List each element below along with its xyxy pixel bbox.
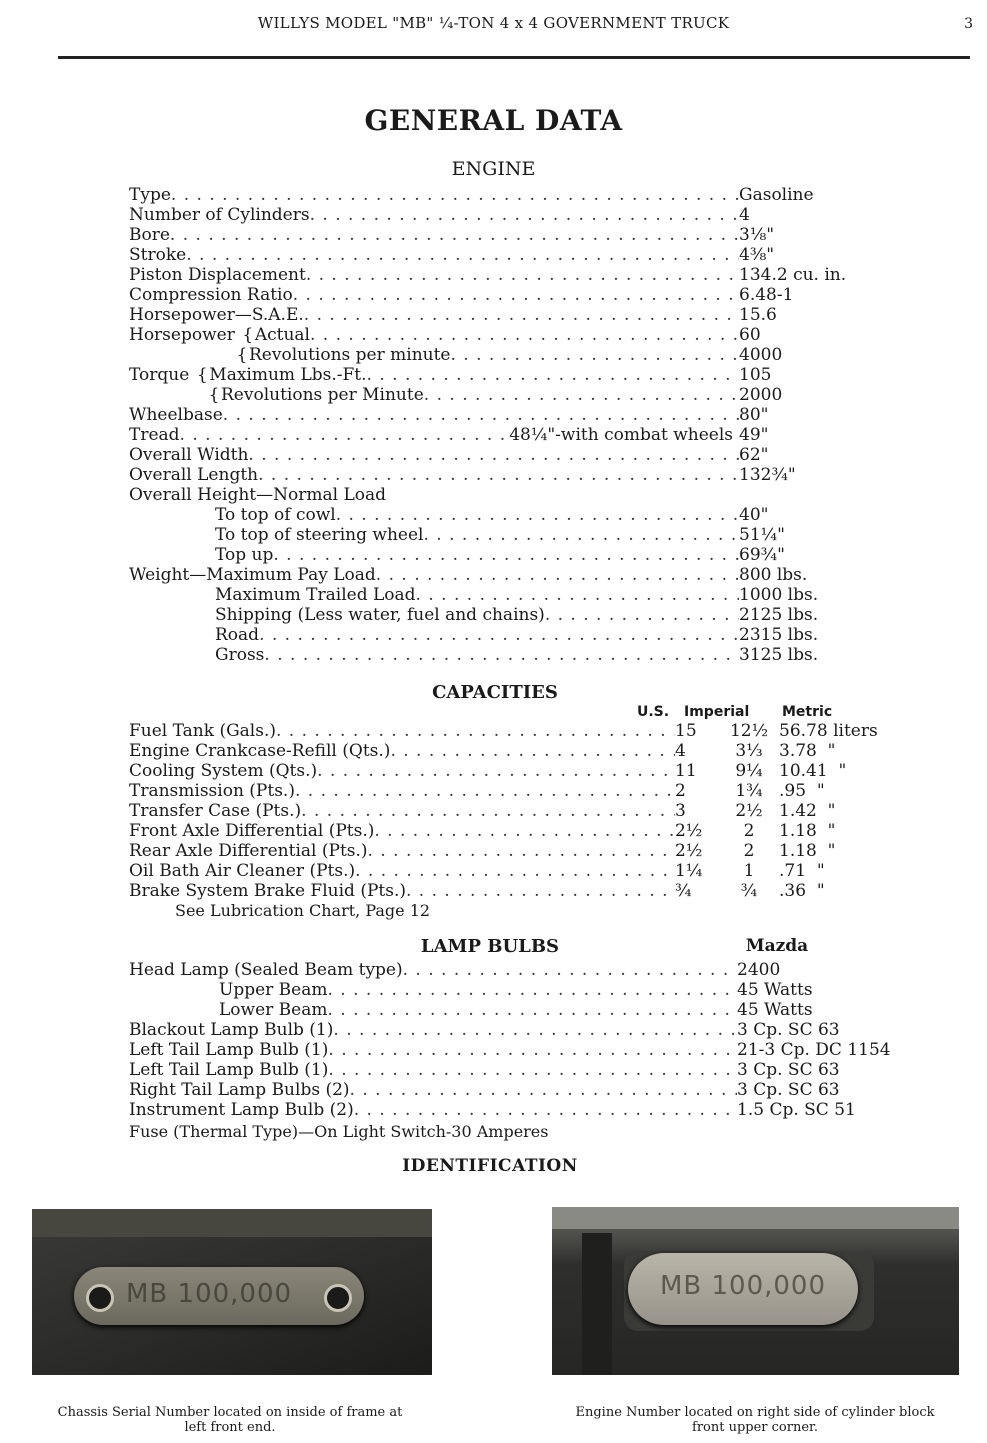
leader-dots [180, 425, 510, 445]
lamp-row [129, 1040, 891, 1060]
spec-label: Overall Length [129, 465, 259, 485]
spec-label: To top of cowl [215, 505, 336, 525]
identification-heading: IDENTIFICATION [402, 1156, 578, 1176]
spec-row [129, 445, 829, 465]
capacity-imperial: 9¼ [735, 761, 763, 781]
leader-dots [301, 801, 675, 821]
leader-dots [258, 465, 739, 485]
leader-dots [374, 821, 675, 841]
capacity-imperial: 1¾ [735, 781, 763, 801]
spec-sublabel: Actual [254, 325, 310, 345]
capacity-imperial: 2½ [735, 801, 763, 821]
lamp-row [129, 980, 879, 1000]
spec-label: Horsepower [129, 325, 235, 345]
spec-value: 6.48-1 [739, 285, 794, 305]
brace-symbol: { [242, 325, 254, 345]
leader-dots [293, 285, 739, 305]
leader-dots [259, 625, 739, 645]
leader-dots [545, 605, 739, 625]
spec-row [129, 205, 829, 225]
leader-dots [423, 525, 739, 545]
capacity-label: Transmission (Pts.) [129, 781, 295, 801]
leader-dots [223, 405, 739, 425]
leader-dots [304, 305, 739, 325]
lamp-value: 3 Cp. SC 63 [737, 1060, 840, 1080]
leader-dots [333, 1020, 737, 1040]
spec-midvalue: 48¼"-with combat wheels [509, 425, 733, 445]
spec-value: 51¼" [739, 525, 785, 545]
leader-dots [186, 245, 739, 265]
chassis-plate-photo [32, 1209, 432, 1375]
leader-dots [310, 325, 739, 345]
lamp-row [129, 1100, 879, 1120]
capacity-row [129, 761, 869, 781]
leader-dots [424, 385, 739, 405]
rivet-icon [86, 1284, 114, 1312]
leader-dots [295, 781, 675, 801]
lamp-value: 3 Cp. SC 63 [737, 1080, 840, 1100]
capacity-metric: 1.18 " [779, 841, 836, 861]
capacity-label: Engine Crankcase-Refill (Qts.) [129, 741, 391, 761]
spec-row [129, 405, 829, 425]
spec-label: Shipping (Less water, fuel and chains) [215, 605, 545, 625]
capacity-metric: 56.78 liters [779, 721, 878, 741]
capacity-col-metric: Metric [782, 704, 833, 720]
lamp-label: Instrument Lamp Bulb (2) [129, 1100, 354, 1120]
fuse-note: Fuse (Thermal Type)—On Light Switch-30 Amperes [129, 1122, 549, 1141]
capacity-label: Front Axle Differential (Pts.) [129, 821, 375, 841]
spec-sublabel: Revolutions per Minute [221, 385, 424, 405]
capacity-metric: .71 " [779, 861, 825, 881]
spec-row [129, 645, 829, 665]
leader-dots [416, 585, 739, 605]
spec-value: 3125 lbs. [739, 645, 819, 665]
capacity-us: 2 [675, 781, 686, 801]
spec-value: 3⅛" [739, 225, 775, 245]
lamp-label: Blackout Lamp Bulb (1) [129, 1020, 334, 1040]
spec-label: Road [215, 625, 260, 645]
capacity-metric: 3.78 " [779, 741, 836, 761]
spec-value: 62" [739, 445, 769, 465]
engine-plate-photo [552, 1207, 959, 1375]
leader-dots [328, 980, 738, 1000]
leader-dots [248, 445, 739, 465]
capacity-row [129, 841, 869, 861]
spec-row [129, 365, 829, 385]
capacity-label: Fuel Tank (Gals.) [129, 721, 276, 741]
lamp-label: Lower Beam [219, 1000, 328, 1020]
capacity-us: ¾ [675, 881, 692, 901]
leader-dots [355, 861, 675, 881]
capacity-row [129, 741, 869, 761]
spec-value: 2000 [739, 385, 783, 405]
capacity-metric: .95 " [779, 781, 825, 801]
leader-dots [350, 1080, 737, 1100]
spec-label: Weight—Maximum Pay Load [129, 565, 376, 585]
capacity-row [129, 821, 869, 841]
capacity-us: 3 [675, 801, 686, 821]
spec-value: 4000 [739, 345, 783, 365]
spec-label: Tread [129, 425, 180, 445]
lamp-row [129, 1080, 879, 1100]
spec-label: Wheelbase [129, 405, 223, 425]
spec-row [129, 525, 829, 545]
capacity-row [129, 721, 878, 741]
spec-row [129, 465, 829, 485]
leader-dots [368, 841, 675, 861]
leader-dots [367, 365, 739, 385]
spec-row [129, 605, 829, 625]
capacity-label: Transfer Case (Pts.) [129, 801, 302, 821]
leader-dots [171, 185, 739, 205]
spec-value: 134.2 cu. in. [739, 265, 847, 285]
spec-row [129, 285, 829, 305]
rivet-icon [324, 1284, 352, 1312]
spec-sublabel: Revolutions per minute [249, 345, 451, 365]
spec-label: Stroke [129, 245, 187, 265]
capacity-us: 2½ [675, 821, 703, 841]
spec-label: Torque [129, 365, 190, 385]
lamp-value: 21-3 Cp. DC 1154 [737, 1040, 891, 1060]
leader-dots [390, 741, 675, 761]
chassis-caption [20, 1405, 440, 1435]
spec-row [129, 325, 829, 345]
spec-value: Gasoline [739, 185, 814, 205]
spec-row [129, 565, 829, 585]
spec-row [129, 225, 829, 245]
leader-dots [406, 881, 675, 901]
engine-heading: ENGINE [451, 158, 536, 180]
spec-value: 1000 lbs. [739, 585, 819, 605]
spec-sublabel: Maximum Lbs.-Ft. [209, 365, 367, 385]
spec-value: 132¾" [739, 465, 796, 485]
capacity-us: 2½ [675, 841, 703, 861]
leader-dots [336, 505, 739, 525]
engine-caption [540, 1405, 970, 1435]
spec-value: 4 [739, 205, 750, 225]
capacity-us: 11 [675, 761, 697, 781]
engine-number-plate [628, 1253, 858, 1325]
spec-row [129, 185, 829, 205]
capacity-col-us: U.S. [637, 704, 670, 720]
lamp-row [129, 1060, 879, 1080]
capacity-imperial: 2 [743, 841, 755, 861]
capacity-row [129, 781, 869, 801]
chassis-caption-line1: Chassis Serial Number located on inside of frame at [57, 1405, 403, 1420]
lamp-value: 1.5 Cp. SC 51 [737, 1100, 856, 1120]
spec-label: Compression Ratio [129, 285, 293, 305]
lamp-label: Head Lamp (Sealed Beam type) [129, 960, 403, 980]
capacity-row [129, 801, 869, 821]
spec-value: 40" [739, 505, 769, 525]
spec-row [129, 545, 829, 565]
spec-value: 69¾" [739, 545, 785, 565]
spec-label: Bore [129, 225, 170, 245]
leader-dots [327, 1000, 737, 1020]
spec-label: Type [129, 185, 171, 205]
leader-dots [310, 205, 739, 225]
spec-row [129, 265, 847, 285]
capacity-label: Brake System Brake Fluid (Pts.) [129, 881, 406, 901]
page-number: 3 [964, 16, 973, 32]
capacity-metric: 1.18 " [779, 821, 836, 841]
lamp-value: 45 Watts [737, 980, 813, 1000]
capacities-list [129, 721, 878, 901]
leader-dots [328, 1060, 737, 1080]
capacities-heading: CAPACITIES [432, 682, 558, 703]
spec-row [129, 245, 829, 265]
spec-value: 800 lbs. [739, 565, 808, 585]
leader-dots [264, 645, 739, 665]
capacity-col-imperial: Imperial [684, 704, 750, 720]
spec-label: Overall Width [129, 445, 249, 465]
capacity-label: Rear Axle Differential (Pts.) [129, 841, 368, 861]
lamp-bulbs-heading: LAMP BULBS [420, 936, 560, 957]
capacity-label: Oil Bath Air Cleaner (Pts.) [129, 861, 356, 881]
lamp-row [129, 1020, 879, 1040]
capacity-us: 15 [675, 721, 697, 741]
capacity-metric: .36 " [779, 881, 825, 901]
leader-dots [376, 565, 739, 585]
lubrication-note: See Lubrication Chart, Page 12 [175, 901, 431, 920]
engine-plate-text: MB 100,000 [659, 1271, 827, 1301]
lamp-row [129, 960, 879, 980]
brace-symbol: { [196, 365, 208, 385]
spec-value: 2125 lbs. [739, 605, 819, 625]
engine-spec-list [129, 185, 847, 665]
spec-row [129, 625, 829, 645]
spec-label: Piston Displacement [129, 265, 306, 285]
lamp-bulbs-list [129, 960, 891, 1120]
spec-row [129, 305, 829, 325]
lamp-label: Upper Beam [219, 980, 328, 1000]
lamp-value: 45 Watts [737, 1000, 813, 1020]
running-header: WILLYS MODEL "MB" ¼-TON 4 x 4 GOVERNMENT TRUCK [257, 14, 730, 32]
header-rule [58, 56, 970, 59]
capacity-imperial: 12½ [729, 721, 769, 741]
leader-dots [451, 345, 740, 365]
leader-dots [273, 545, 739, 565]
capacity-metric: 1.42 " [779, 801, 836, 821]
spec-label: Maximum Trailed Load [215, 585, 416, 605]
capacity-us: 4 [675, 741, 686, 761]
capacity-metric: 10.41 " [779, 761, 847, 781]
spec-row [129, 485, 829, 505]
leader-dots [317, 761, 675, 781]
capacity-imperial: 2 [743, 821, 755, 841]
page-title: GENERAL DATA [364, 104, 623, 137]
spec-row [129, 505, 829, 525]
chassis-caption-line2: left front end. [184, 1420, 276, 1435]
brace-symbol: { [208, 385, 220, 405]
capacity-row [129, 881, 869, 901]
capacity-label: Cooling System (Qts.) [129, 761, 318, 781]
lamp-value: 3 Cp. SC 63 [737, 1020, 840, 1040]
capacity-imperial: 3⅓ [735, 741, 763, 761]
mazda-heading: Mazda [745, 936, 809, 956]
capacity-imperial: ¾ [740, 881, 758, 901]
spec-row [129, 385, 829, 405]
chassis-plate-text: MB 100,000 [126, 1279, 293, 1309]
spec-value: 80" [739, 405, 769, 425]
lamp-row [129, 1000, 879, 1020]
capacity-imperial: 1 [743, 861, 755, 881]
capacity-us: 1¼ [675, 861, 703, 881]
brace-symbol: { [236, 345, 248, 365]
spec-value: 60 [739, 325, 761, 345]
capacity-row [129, 861, 869, 881]
chassis-serial-plate [74, 1267, 364, 1325]
leader-dots [170, 225, 739, 245]
spec-value: 2315 lbs. [739, 625, 819, 645]
spec-label: To top of steering wheel [215, 525, 424, 545]
leader-dots [354, 1100, 737, 1120]
lamp-value: 2400 [737, 960, 781, 980]
spec-value: 105 [739, 365, 772, 385]
lamp-label: Left Tail Lamp Bulb (1) [129, 1040, 329, 1060]
spec-row [129, 425, 829, 445]
leader-dots [306, 265, 739, 285]
engine-caption-line1: Engine Number located on right side of cylinder block [575, 1405, 935, 1420]
lamp-label: Right Tail Lamp Bulbs (2) [129, 1080, 350, 1100]
spec-label: Gross [215, 645, 265, 665]
engine-caption-line2: front upper corner. [692, 1420, 818, 1435]
spec-value: 49" [739, 425, 769, 445]
spec-row [129, 585, 829, 605]
spec-label: Horsepower—S.A.E. [129, 305, 304, 325]
leader-dots [328, 1040, 737, 1060]
spec-row [129, 345, 829, 365]
spec-value: 4⅜" [739, 245, 775, 265]
spec-value: 15.6 [739, 305, 777, 325]
leader-dots [403, 960, 737, 980]
spec-label: Top up [215, 545, 274, 565]
lamp-label: Left Tail Lamp Bulb (1) [129, 1060, 329, 1080]
spec-label: Number of Cylinders [129, 205, 310, 225]
spec-label: Overall Height—Normal Load [129, 485, 387, 505]
leader-dots [276, 721, 675, 741]
